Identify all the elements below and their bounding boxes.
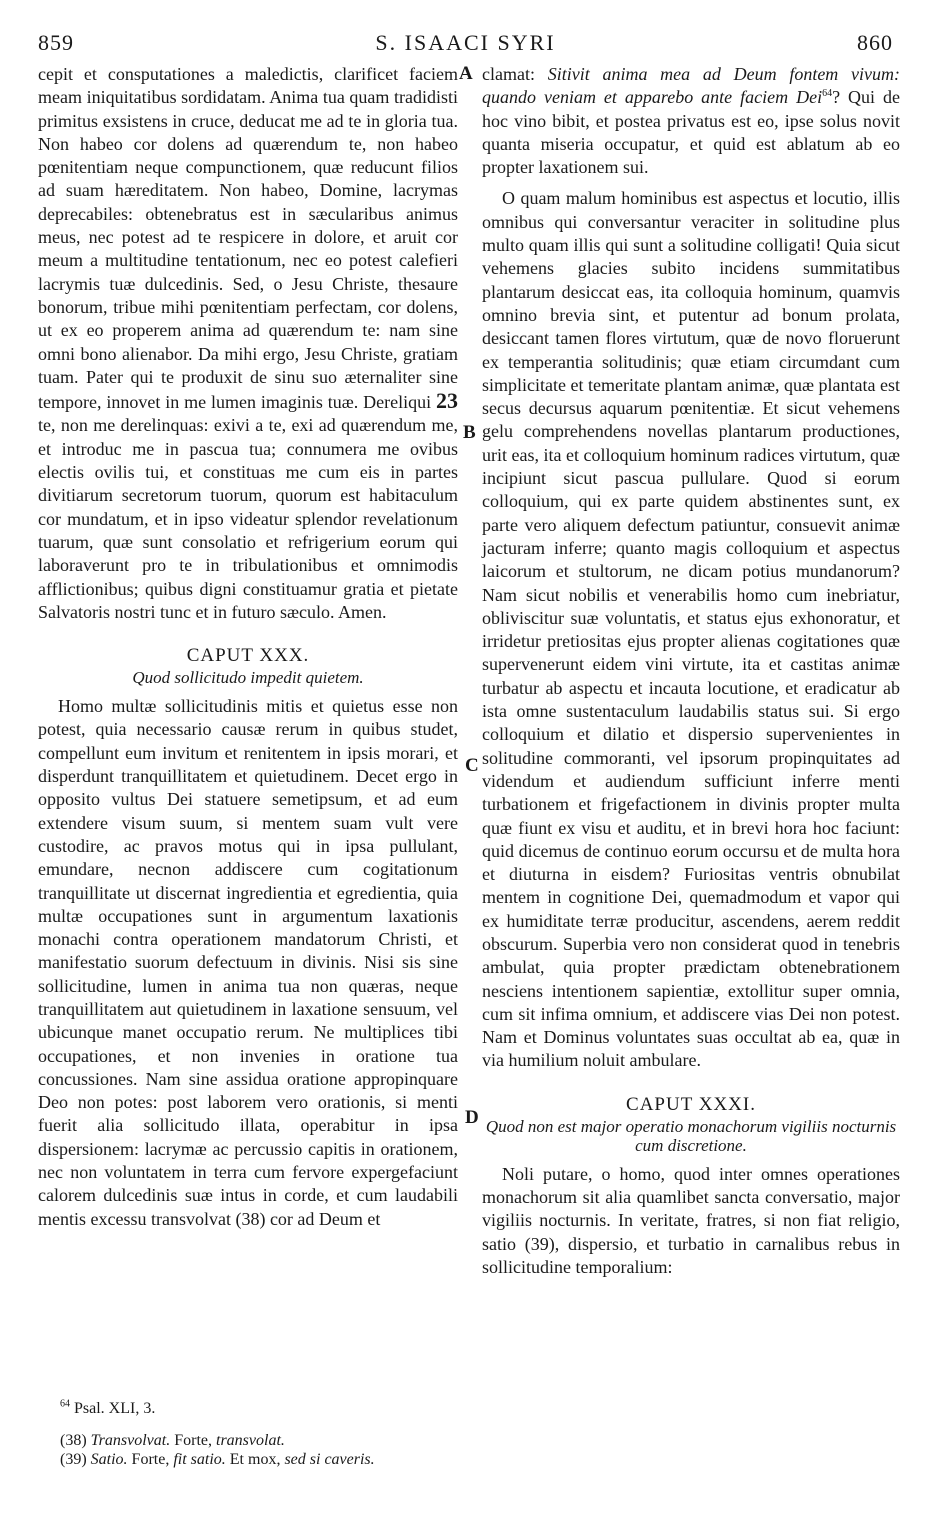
right-column: [482, 63, 900, 1279]
margin-letter-b: B: [463, 422, 476, 443]
footnote-38: (38) Transvolvat. Forte, transvolat.: [60, 1432, 285, 1449]
left-column: [38, 63, 458, 1231]
margin-letter-d: D: [465, 1107, 479, 1128]
page-header: [0, 30, 931, 60]
page-number-right: 860: [857, 30, 893, 55]
right-paragraph-2: O quam malum hominibus est aspectus et locutio, illis omnibus qui conversantur veraciter in solitudine plus multo quam illis qui sunt a solitudine colligati! Quia sicut vehemens glacies subito incidens summitatibus plantarum desiccat eas, ita colloquia hominum, quamvis omnino brevia sint, et putentur ad bonum prolata, desiccant tamen flores virtutum, quæ de novo floruerunt ex temperantia solitudinis; quæ etiam circumdant cum simplicitate et temeritate plantam animæ, quæ plantata est secus decursus aquarum pœnitentiæ. Et sicut vehemens gelu comprehendens novellas plantarum productiones, urit eas, ita et colloquium hominum radices virtutum, quæ incipiunt sicut pascua pullulare. Quod si eorum colloquium, qui ex parte quidem abstinentes sunt, ex parte vero aliquem defectum patiuntur, consuevit animæ jacturam inferre; quanto magis colloquium et aspectus laicorum et stultorum, ne dicam potius mundanorum? Nam sicut nobilis et venerabilis homo cum inebriatur, obliviscitur suæ voluntatis, et status ejus exhonoratur, et irridetur pretiositas ejus propter alienas cogitationes quæ supervenerunt eidem vini virtute, ita et castitas animæ turbatur ab aspectu et incauta locutione, et eradicatur ab ista omne sustentaculum laudabilis status sui. Si ergo colloquium et dilatio et dispersio supervenientes in solitudine commoranti, vel ipsorum propinquitates ad videndum et audiendum sufficiunt inferre menti turbationem et frigefactionem in divinis propter multa quæ fiunt ex visu et auditu, et in brevi hora hoc faciunt: quid dicemus de continuo eorum occursu et de multa hora et diuturna in eisdem? Furiositas ventris obnubilat mentem in cognitione Dei, quemadmodum et vapor qui ex humiditate terræ producitur, ascendens, aerem reddit obscurum. Superbia vero non considerat quod in tenebris ambulat, quia propter prædictam obtenebrationem nesciens intentionem sapientiæ, extollitur super omnia, cum sit infima omnium, et addiscere vias Dei non potest. Nam et Dominus voluntates suas occultat ab ea, quæ in via humilium noluit ambulare.: [482, 188, 900, 1071]
page-number-left: 859: [38, 30, 74, 55]
chapter-subtitle-xxx: Quod sollicitudo impedit quietem.: [132, 668, 364, 688]
footnote-39: (39) Satio. Forte, fit satio. Et mox, sed si caveris.: [60, 1451, 375, 1468]
margin-letter-c: C: [465, 755, 479, 776]
left-paragraph-2: Homo multæ sollicitudinis mitis et quietus esse non potest, quia necessario causæ rerum in quibus studet, compellunt eum invitum et renitentem in ipsis morari, et disperdunt tranquillitatem et quietudinem. Decet ergo in opposito vultus Dei statuere semetipsum, et ad eum extendere visum suum, si mentem suam vult vere custodire, ac pravos motus qui in ipsa pullulant, emundare, necnon addiscere cum cogitationum tranquillitate ut discernat ingredientia et egredientia, quia multæ occupationes sunt in argumentum laxationis monachi contra operationem mandatorum Christi, et manifestatio suorum defectuum in divinis. Nisi sis sine sollicitudine, lumen in anima tua non quæras, neque tranquillitatem aut quietudinem in laxatione sensuum, vel ubicunque manet occupatio rerum. Ne multiplices tibi occupationes, et non invenies in oratione tua concussiones. Nam sine assidua oratione appropinquare Deo non potes: post laborem vero orationis, si menti fuerit alia sollicitudo illata, operabitur in ipsa dispersionem: lacrymæ ac percussio capitis in orationem, nec non voluntatem in terra cum fervore expergefaciunt calorem dulcedinis suæ intus in corde, et cum laudabili mentis excessu transvolvat (38) cor ad Deum et: [38, 696, 458, 1229]
left-paragraph-1: cepit et consputationes a maledictis, clarificet faciem meam iniquitatibus sordidatam. Anima tua quam tradidisti primitus exsistens in cruce, deducat me ad te in gloria tua. Non habeo cor dolens ad quærendum te, non habeo pœnitentiam neque compunctionem, quæ reducunt filios ad suam hæreditatem. Non habeo, Domine, lacrymas deprecabiles: obtenebratus est in sæcularibus animus meus, nec potest ad te respicere in dolore, et aruit cor meum a multitudine tentationum, nec eo potest calefieri lacrymis tuæ dulcedinis. Sed, o Jesu Christe, thesaure bonorum, tribue mihi pœnitentiam perfectam, cor dolens, ut ex eo properem anima ad quærendum te: nam sine omni bono alienabor. Da mihi ergo, Jesu Christe, gratiam tuam. Pater qui te produxit de sinu suo æternaliter sine tempore, innovet in me lumen imaginis tuæ. Dereliqui 23 te, non me derelinquas: exivi a te, exi ad quærendum me, et introduc me in pascua tua; connumera me ovibus electis ovilis tui, et constituas me cum eis in partes divitiarum secretorum tuorum, quorum est habitaculum cor mundatum, et in ipso videatur splendor revelationum tuarum, quæ sunt consolatio et refrigerium eorum qui laboraverunt pro te in tribulationibus et omnimodis afflictionibus; quibus digni constituamur gratia et pietate Salvatoris nostri tunc et in futuro sæculo. Amen.: [38, 64, 458, 622]
footnote-ref-64: 64: [822, 88, 833, 100]
chapter-title-xxxi: CAPUT XXXI.: [626, 1093, 756, 1115]
margin-letter-a: A: [459, 63, 473, 84]
right-paragraph-1: clamat: Sitivit anima mea ad Deum fontem vivum: quando veniam et apparebo ante faciem Dei$^{64}$? Qui de hoc vino bibit, et postea privatus est eo, ipse solus novit quanta miseria occupatur, et quid est ablatum ab eo propter laxationem sui.: [482, 64, 901, 178]
chapter-title-xxx: CAPUT XXX.: [186, 645, 310, 667]
chapter-subtitle-xxxi: Quod non est major operatio monachorum vigiliis nocturnis cum discretione.: [485, 1116, 897, 1155]
right-paragraph-3: Noli putare, o homo, quod inter omnes operationes monachorum sit alia quamlibet sancta conversatio, major vigiliis nocturnis. In veritate, fratres, si non fiat religio, satio (39), dispersio, et turbatio in carnalibus rebus in sollicitudine temporalium:: [482, 1163, 900, 1277]
footnote-64: $^{64}$ Psal. XLI, 3.: [60, 1398, 156, 1417]
psalm-quote: Sitivit anima mea ad Deum fontem vivum: quando veniam et apparebo ante faciem Dei: [482, 64, 901, 108]
column-number: 23: [436, 388, 458, 414]
running-title: S. ISAACI SYRI: [375, 30, 556, 55]
